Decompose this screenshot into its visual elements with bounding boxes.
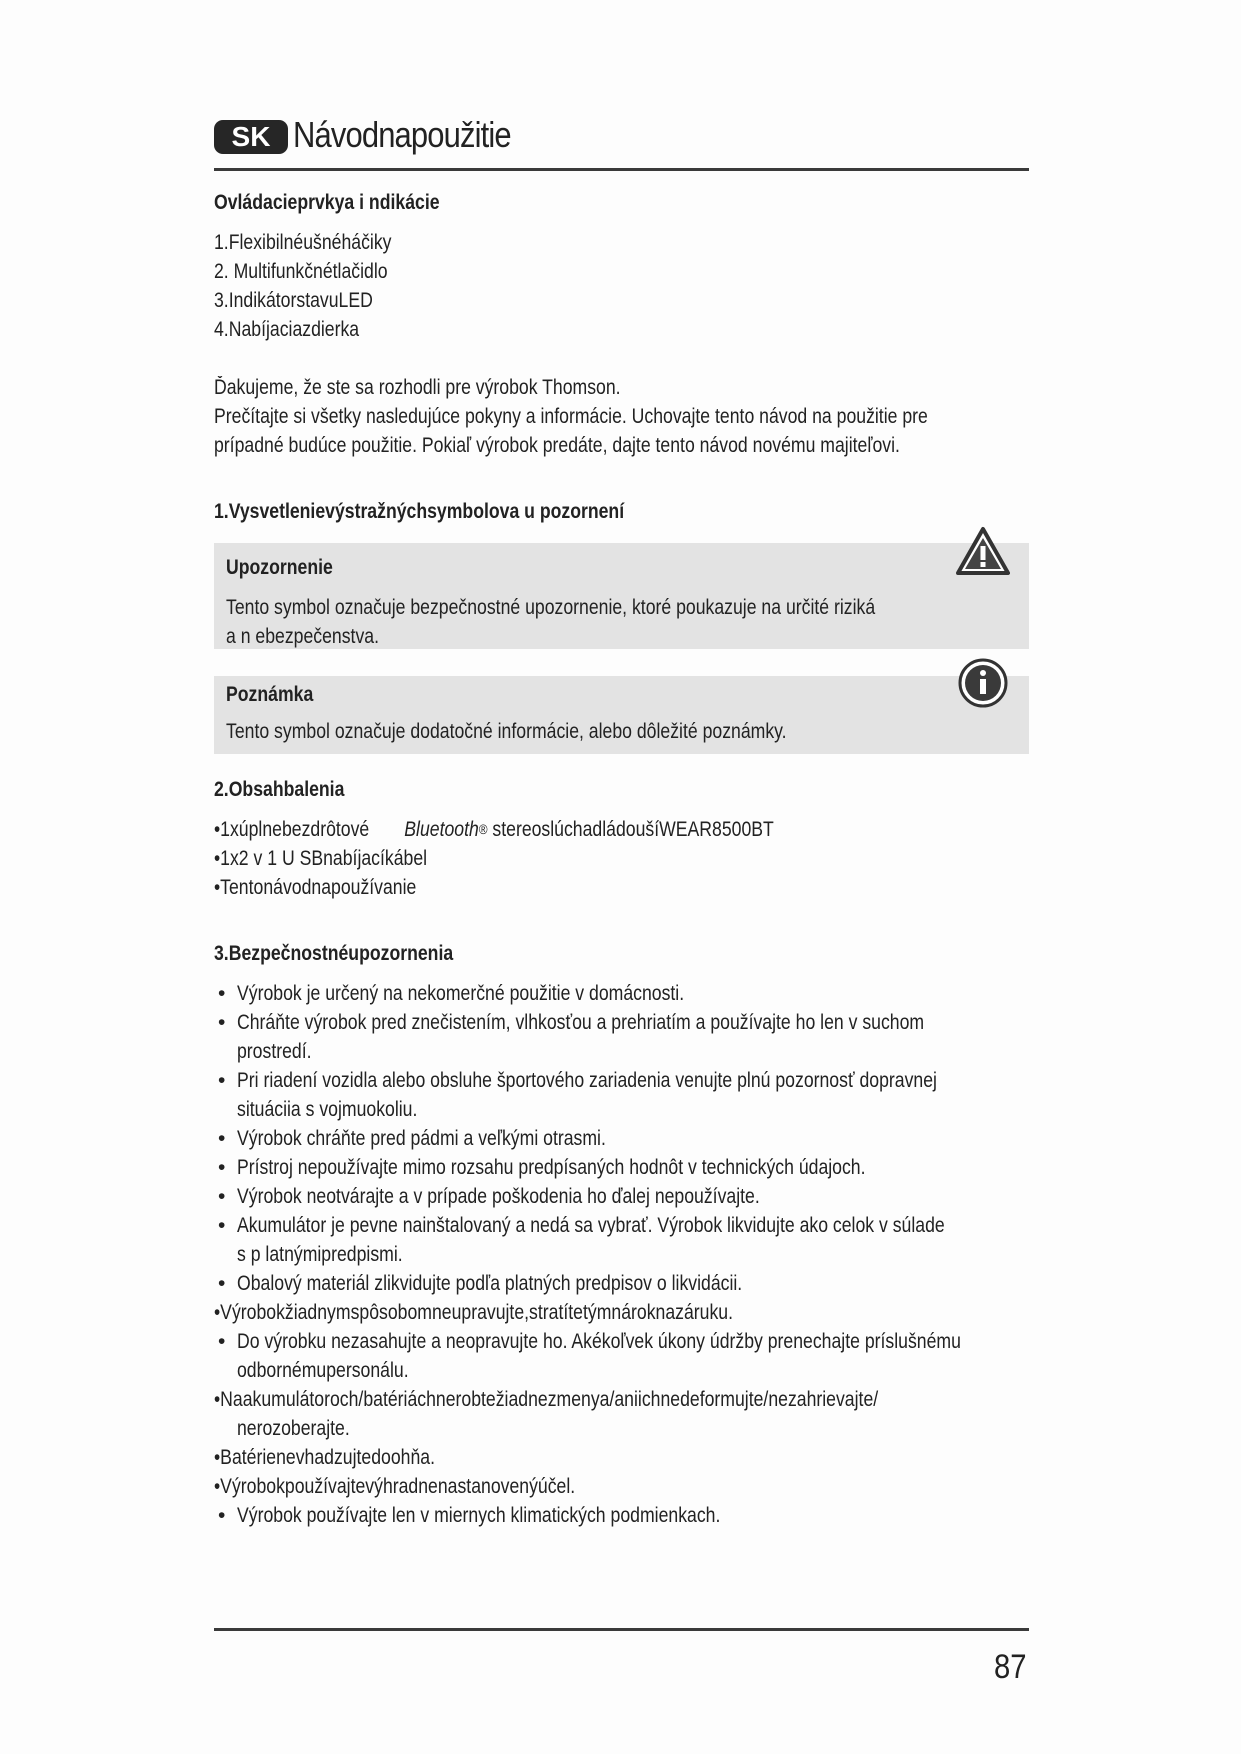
package-item: •1x2 v 1 U SBnabíjacíkábel xyxy=(214,847,428,870)
symbols-heading: 1.Vysvetlenievýstražnýchsymbolova u pozornení xyxy=(214,500,625,523)
registered-mark: ® xyxy=(478,821,488,837)
page-number: 87 xyxy=(994,1648,1027,1686)
controls-item: 2. Multifunkčnétlačidlo xyxy=(214,260,388,283)
safety-item-text: Výrobok je určený na nekomerčné použitie v domácnosti. xyxy=(237,982,685,1005)
language-badge: SK xyxy=(214,120,288,154)
bullet: • xyxy=(218,1127,226,1150)
controls-item: 1.Flexibilnéušnéháčiky xyxy=(214,231,392,254)
intro-line: Prečítajte si všetky nasledujúce pokyny a informácie. Uchovajte tento návod na použitie pre xyxy=(214,405,928,428)
bullet: • xyxy=(218,1185,226,1208)
safety-item-text: Výrobok neotvárajte a v prípade poškodenia ho ďalej nepoužívajte. xyxy=(237,1185,760,1208)
safety-item-text: Obalový materiál zlikvidujte podľa platných predpisov o likvidácii. xyxy=(237,1272,743,1295)
controls-item: 3.IndikátorstavuLED xyxy=(214,289,373,312)
note-box xyxy=(214,676,1029,754)
warning-text: a n ebezpečenstva. xyxy=(226,625,379,648)
bullet: • xyxy=(218,1214,226,1237)
safety-item: •Batérienevhadzujtedoohňa. xyxy=(214,1446,435,1469)
note-text: Tento symbol označuje dodatočné informácie, alebo dôležité poznámky. xyxy=(226,720,787,743)
intro-line: Ďakujeme, že ste sa rozhodli pre výrobok Thomson. xyxy=(214,376,621,399)
info-circle-icon xyxy=(958,658,1008,708)
bullet: • xyxy=(218,1330,226,1353)
safety-item: •Výrobokpoužívajtevýhradnenastanovenýúčel. xyxy=(214,1475,576,1498)
page-title: Návodnapoužitie xyxy=(293,114,511,155)
safety-item: •Naakumulátoroch/batériáchnerobtežiadnezmenya/aniichnedeformujte/nezahrievajte/ xyxy=(214,1388,879,1411)
footer-rule xyxy=(214,1628,1029,1631)
safety-heading: 3.Bezpečnostnéupozornenia xyxy=(214,942,454,965)
bullet: • xyxy=(218,1156,226,1179)
safety-item-text: s p latnýmipredpismi. xyxy=(237,1243,403,1266)
warning-title: Upozornenie xyxy=(226,556,333,579)
bullet: • xyxy=(218,982,226,1005)
safety-item-text: Do výrobku nezasahujte a neopravujte ho. Akékoľvek úkony údržby prenechajte príslušnému xyxy=(237,1330,961,1353)
safety-item-text: Výrobok chráňte pred pádmi a veľkými otrasmi. xyxy=(237,1127,606,1150)
header-rule xyxy=(214,168,1029,171)
bullet: • xyxy=(218,1069,226,1092)
safety-item-text: Výrobok používajte len v miernych klimatických podmienkach. xyxy=(237,1504,721,1527)
safety-item-text: Prístroj nepoužívajte mimo rozsahu predpísaných hodnôt v technických údajoch. xyxy=(237,1156,866,1179)
note-title: Poznámka xyxy=(226,683,314,706)
safety-item-continuation: nerozoberajte. xyxy=(237,1417,350,1440)
package-item-text: stereoslúchadládoušíWEAR8500BT xyxy=(492,818,774,841)
bullet: • xyxy=(218,1504,226,1527)
bullet: • xyxy=(218,1011,226,1034)
package-item-text: •1xúplnebezdrôtové xyxy=(214,818,370,841)
package-heading: 2.Obsahbalenia xyxy=(214,778,345,801)
package-item xyxy=(214,815,774,844)
bluetooth-brand: Bluetooth xyxy=(404,818,479,841)
safety-item-text: situáciia s vojmuokoliu. xyxy=(237,1098,418,1121)
safety-item: •Výrobokžiadnymspôsobomneupravujte,stratítetýmnároknazáruku. xyxy=(214,1301,733,1324)
controls-heading: Ovládacieprvkya i ndikácie xyxy=(214,191,440,214)
intro-line: prípadné budúce použitie. Pokiaľ výrobok predáte, dajte tento návod novému majiteľovi. xyxy=(214,434,900,457)
page-header xyxy=(214,116,1029,176)
warning-triangle-icon xyxy=(956,526,1010,576)
safety-item-text: prostredí. xyxy=(237,1040,312,1063)
warning-text: Tento symbol označuje bezpečnostné upozornenie, ktoré poukazuje na určité riziká xyxy=(226,596,876,619)
bullet: • xyxy=(218,1272,226,1295)
safety-item-text: Akumulátor je pevne nainštalovaný a nedá sa vybrať. Výrobok likvidujte ako celok v súlade xyxy=(237,1214,945,1237)
warning-box xyxy=(214,543,1029,649)
package-item: •Tentonávodnapoužívanie xyxy=(214,876,417,899)
controls-item: 4.Nabíjaciazdierka xyxy=(214,318,360,341)
safety-item-text: Chráňte výrobok pred znečistením, vlhkosťou a prehriatím a používajte ho len v suchom xyxy=(237,1011,925,1034)
safety-item-text: Pri riadení vozidla alebo obsluhe športového zariadenia venujte plnú pozornosť dopravnej xyxy=(237,1069,937,1092)
safety-item-text: odbornémupersonálu. xyxy=(237,1359,409,1382)
